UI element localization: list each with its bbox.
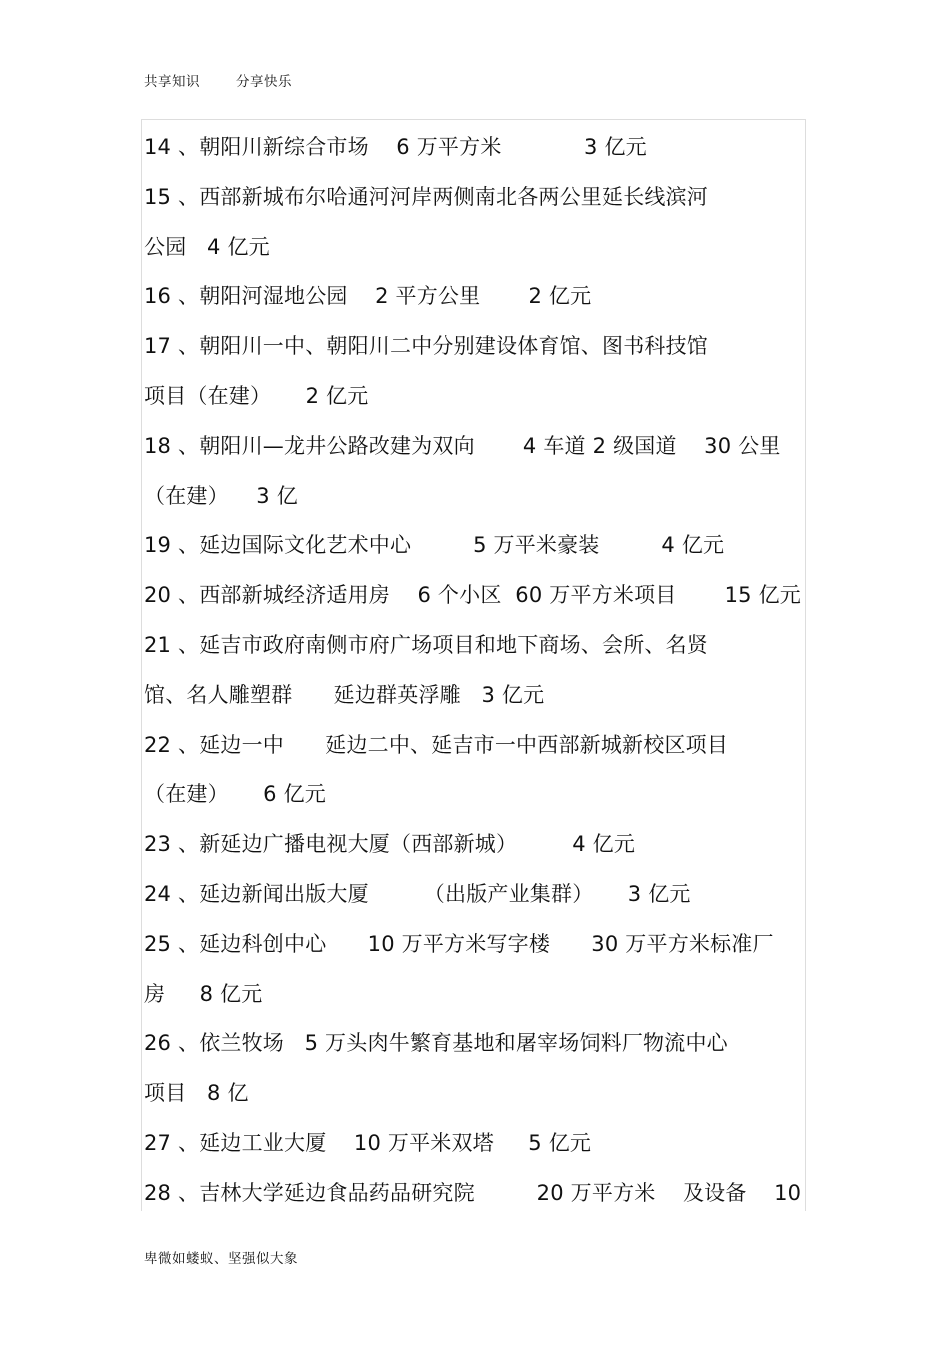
text-line: 24 、延边新闻出版大厦 （出版产业集群） 3 亿元 [144, 881, 691, 906]
text-line: 21 、延吉市政府南侧市府广场项目和地下商场、会所、名贤 [144, 632, 708, 657]
text-line: 公园 4 亿元 [144, 234, 270, 259]
text-line: 馆、名人雕塑群 延边群英浮雕 3 亿元 [144, 682, 545, 707]
text-line: 23 、新延边广播电视大厦（西部新城） 4 亿元 [144, 832, 636, 857]
text-line: 16 、朝阳河湿地公园 2 平方公里 2 亿元 [144, 284, 592, 309]
text-line: 28 、吉林大学延边食品药品研究院 20 万平方米 及设备 10 [144, 1180, 802, 1205]
document-body [144, 129, 809, 1225]
text-line: 19 、延边国际文化艺术中心 5 万平米豪装 4 亿元 [144, 533, 725, 558]
text-line: 20 、西部新城经济适用房 6 个小区 60 万平方米项目 15 亿元 [144, 583, 802, 608]
page-header [144, 70, 292, 90]
text-line: 项目 8 亿 [144, 1081, 249, 1106]
text-line: 项目（在建） 2 亿元 [144, 383, 369, 408]
text-line: （在建） 3 亿 [144, 483, 298, 508]
text-line: 25 、延边科创中心 10 万平方米写字楼 30 万平方米标准厂 [144, 931, 774, 956]
text-line: 房 8 亿元 [144, 981, 263, 1006]
text-line: 14 、朝阳川新综合市场 6 万平方米 3 亿元 [144, 135, 647, 159]
text-line: 22 、延边一中 延边二中、延吉市一中西部新城新校区项目 [144, 732, 729, 757]
text-line: 26 、依兰牧场 5 万头肉牛繁育基地和屠宰场饲料厂物流中心 [144, 1031, 728, 1056]
text-line: 18 、朝阳川—龙井公路改建为双向 4 车道 2 级国道 30 公里 [144, 433, 781, 458]
text-line: 17 、朝阳川一中、朝阳川二中分别建设体育馆、图书科技馆 [144, 334, 708, 359]
header-right-text: 分享快乐 [236, 74, 292, 90]
page-footer: 卑微如蝼蚁、坚强似大象 [144, 1251, 298, 1267]
header-left-text: 共享知识 [144, 74, 200, 90]
text-line: （在建） 6 亿元 [144, 782, 327, 807]
text-line: 15 、西部新城布尔哈通河河岸两侧南北各两公里延长线滨河 [144, 184, 708, 209]
text-line: 27 、延边工业大厦 10 万平米双塔 5 亿元 [144, 1130, 592, 1155]
